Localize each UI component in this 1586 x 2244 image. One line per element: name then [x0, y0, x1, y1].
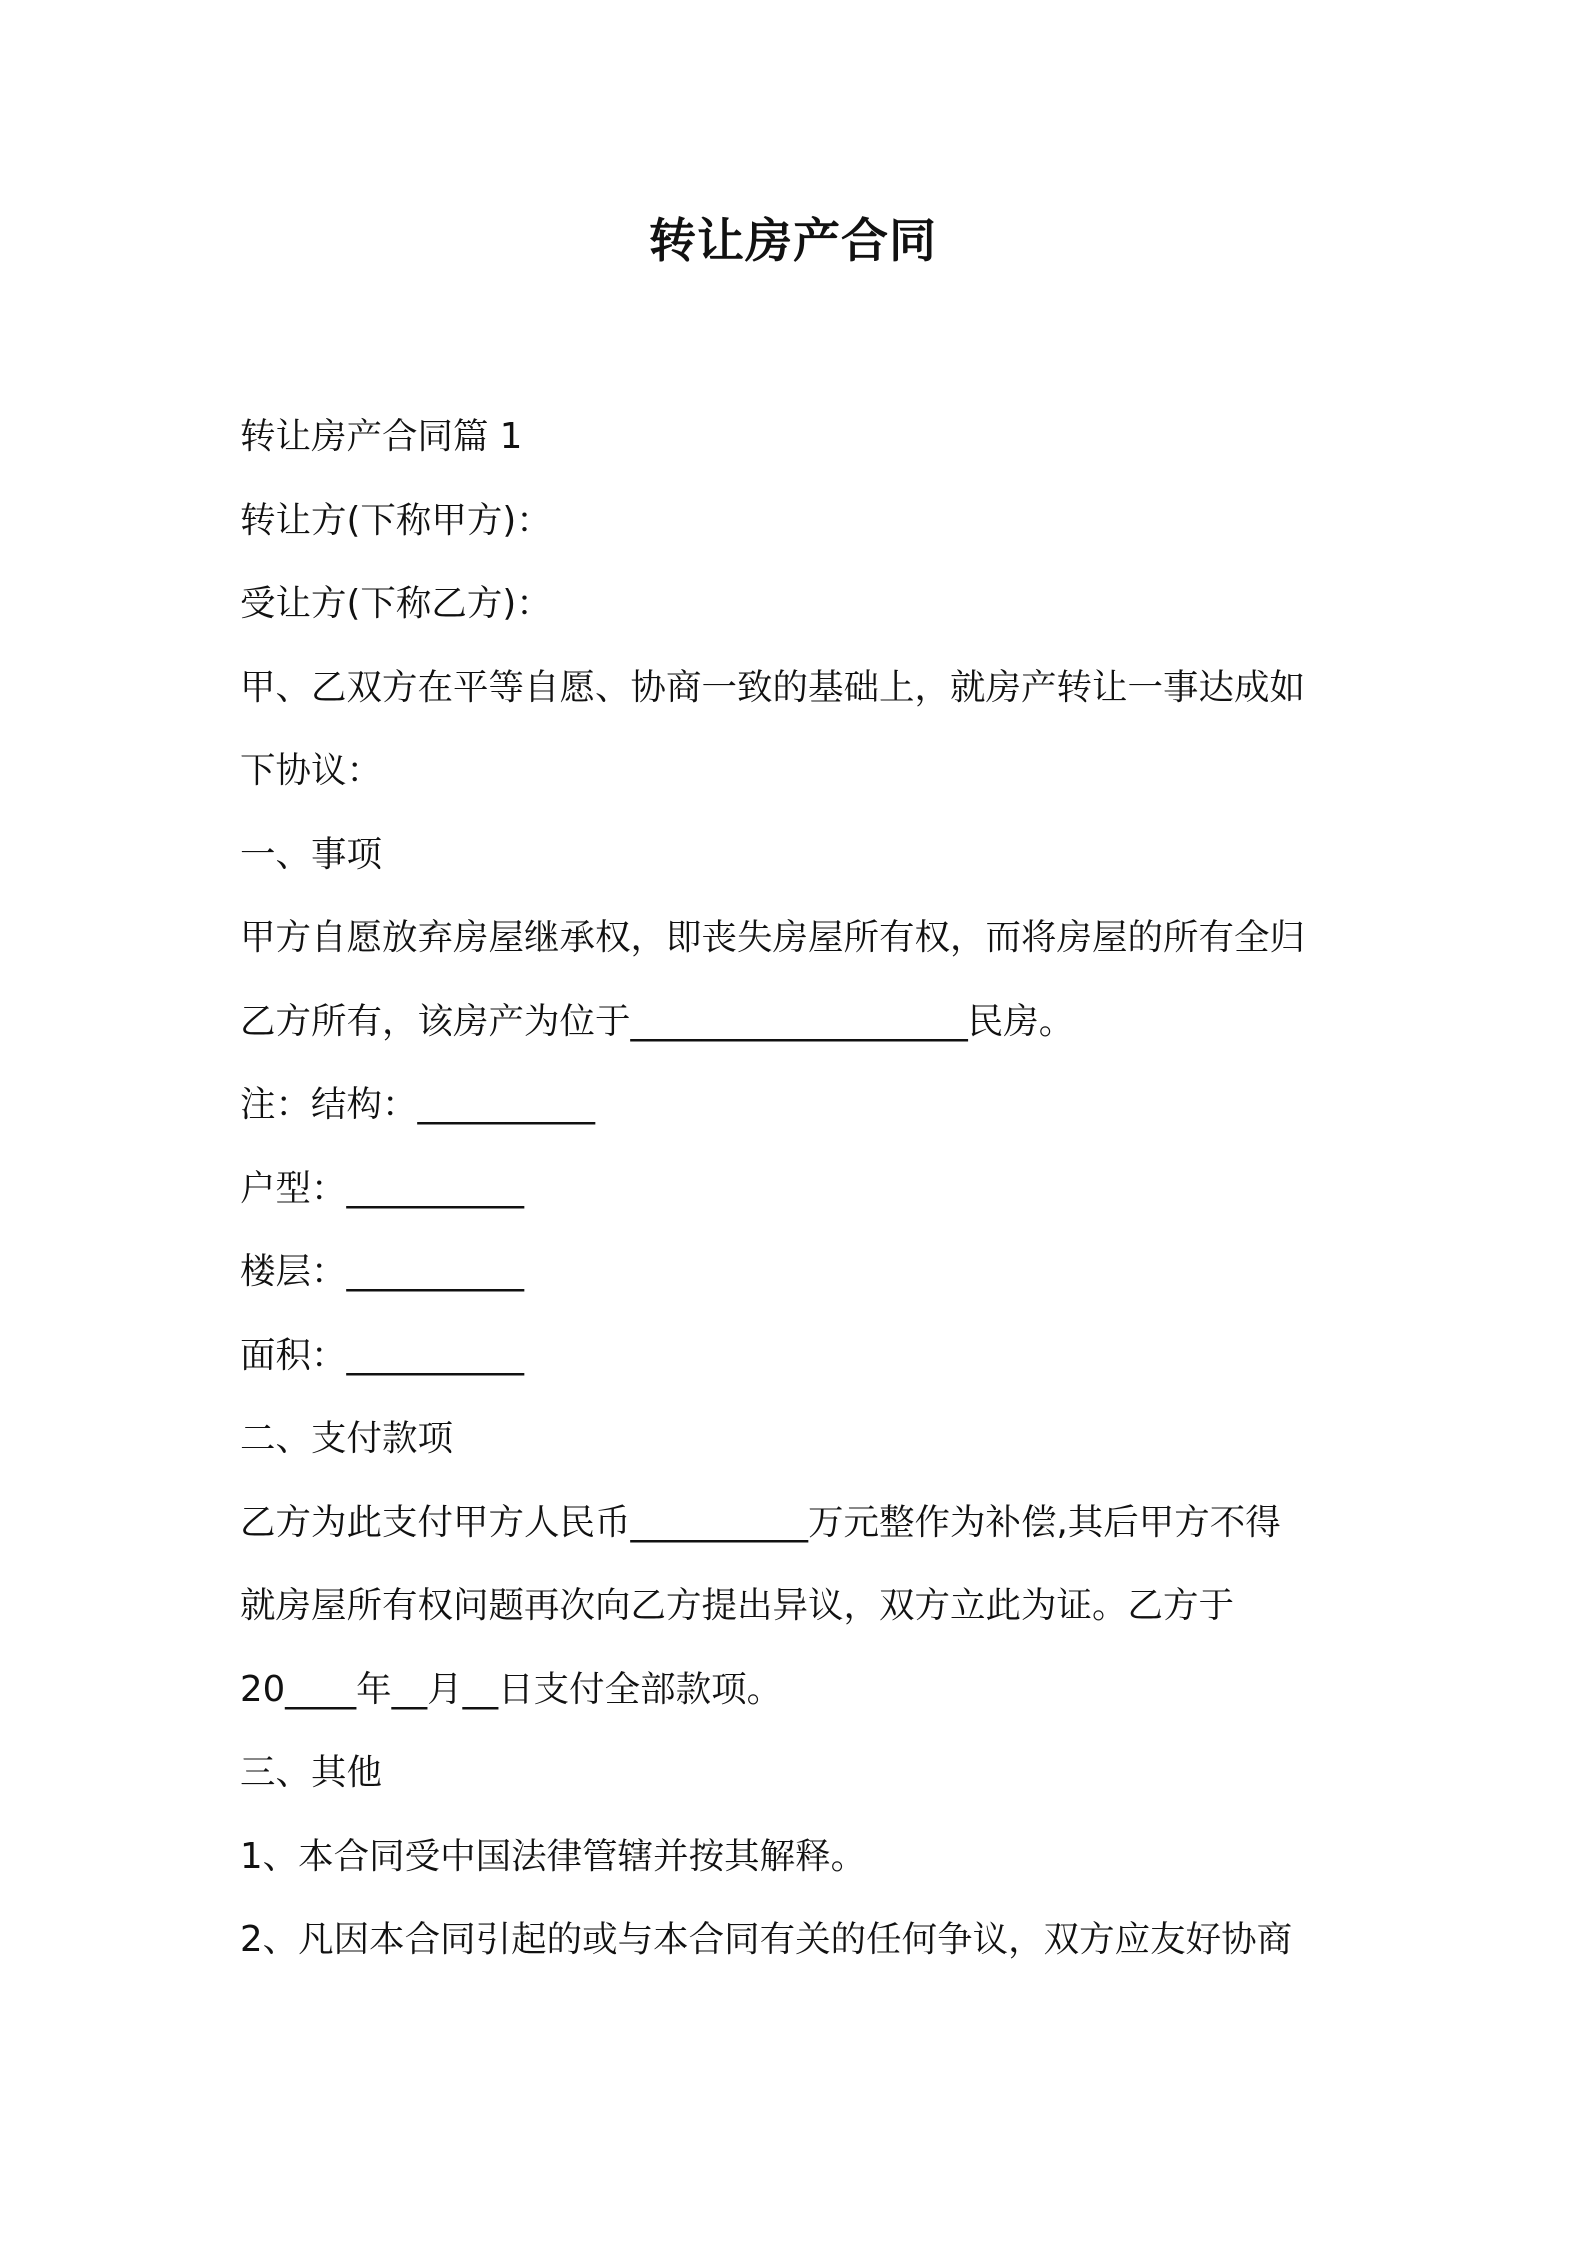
clause-heading-payment: 二、支付款项 [240, 1418, 454, 1459]
other-item-2: 2、凡因本合同引起的或与本合同有关的任何争议，双方应友好协商 [240, 1919, 1293, 1960]
structure-field-line: 注：结构：__________ [240, 1084, 596, 1125]
transferor-line: 转让方(下称甲方)： [240, 499, 552, 541]
matters-paragraph-line-1: 甲方自愿放弃房屋继承权，即丧失房屋所有权，而将房屋的所有全归 [240, 917, 1306, 958]
area-field-line: 面积：__________ [240, 1334, 525, 1376]
payment-paragraph-line-1: 乙方为此支付甲方人民币__________万元整作为补偿,其后甲方不得 [240, 1501, 1281, 1543]
payment-paragraph-line-3: 20____年__月__日支付全部款项。 [240, 1668, 783, 1710]
agreement-intro-line-1: 甲、乙双方在平等自愿、协商一致的基础上，就房产转让一事达成如 [240, 666, 1306, 708]
layout-field-line: 户型：__________ [240, 1167, 525, 1209]
document-title: 转让房产合同 [649, 214, 937, 269]
document-body [240, 407, 1360, 1994]
payment-paragraph-line-2: 就房屋所有权问题再次向乙方提出异议，双方立此为证。乙方于 [240, 1585, 1235, 1626]
matters-paragraph-line-2: 乙方所有，该房产为位于___________________民房。 [240, 1000, 1075, 1042]
clause-heading-other: 三、其他 [240, 1752, 383, 1793]
transferee-line: 受让方(下称乙方)： [240, 583, 552, 624]
agreement-intro-line-2: 下协议： [240, 750, 383, 791]
section-heading-part-1: 转让房产合同篇 1 [240, 416, 523, 457]
other-item-1: 1、本合同受中国法律管辖并按其解释。 [240, 1835, 867, 1877]
floor-field-line: 楼层：__________ [240, 1251, 525, 1292]
clause-heading-matters: 一、事项 [240, 833, 383, 875]
